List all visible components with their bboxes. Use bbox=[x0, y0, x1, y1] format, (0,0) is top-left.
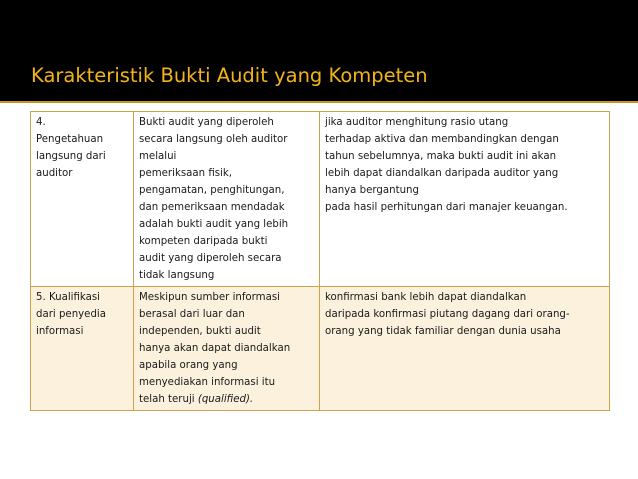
cell-line: 4. bbox=[36, 117, 46, 128]
cell-line: lebih dapat diandalkan daripada auditor yang bbox=[325, 168, 559, 179]
cell-line: pemeriksaan fisik, bbox=[139, 168, 233, 179]
cell-line: independen, bukti audit bbox=[139, 326, 261, 337]
cell-line: Pengetahuan bbox=[36, 134, 104, 145]
cell-line: 5. Kualifikasi bbox=[36, 292, 101, 303]
example-cell bbox=[320, 112, 610, 287]
cell-line: apabila orang yang bbox=[139, 360, 238, 371]
slide-header bbox=[0, 0, 638, 101]
slide-title: Karakteristik Bukti Audit yang Kompeten bbox=[31, 64, 428, 87]
cell-line: daripada konfirmasi piutang dagang dari orang- bbox=[325, 309, 570, 320]
cell-line: Meskipun sumber informasi bbox=[139, 292, 280, 303]
cell-line: konfirmasi bank lebih dapat diandalkan bbox=[325, 292, 527, 303]
cell-line: dari penyedia bbox=[36, 309, 106, 320]
example-cell bbox=[320, 287, 610, 411]
table-row bbox=[31, 287, 610, 411]
cell-line: kompeten daripada bukti bbox=[139, 236, 268, 247]
explanation-cell bbox=[134, 287, 320, 411]
cell-line bbox=[139, 391, 315, 408]
cell-line: auditor bbox=[36, 168, 73, 179]
cell-line: hanya bergantung bbox=[325, 185, 419, 196]
cell-line: orang yang tidak familiar dengan dunia usaha bbox=[325, 326, 561, 337]
cell-line: tidak langsung bbox=[139, 270, 215, 281]
cell-line: hanya akan dapat diandalkan bbox=[139, 343, 291, 354]
cell-line: secara langsung oleh auditor bbox=[139, 134, 288, 145]
cell-line: terhadap aktiva dan membandingkan dengan bbox=[325, 134, 559, 145]
cell-line: jika auditor menghitung rasio utang bbox=[325, 117, 509, 128]
cell-line: berasal dari luar dan bbox=[139, 309, 245, 320]
cell-line: langsung dari bbox=[36, 151, 106, 162]
cell-line: pada hasil perhitungan dari manajer keuangan. bbox=[325, 202, 568, 213]
cell-line: adalah bukti audit yang lebih bbox=[139, 219, 289, 230]
explanation-cell bbox=[134, 112, 320, 287]
table-row bbox=[31, 112, 610, 287]
cell-line: menyediakan informasi itu bbox=[139, 377, 276, 388]
evidence-table bbox=[30, 111, 610, 411]
cell-line: melalui bbox=[139, 151, 177, 162]
criterion-cell bbox=[31, 112, 134, 287]
header-divider bbox=[0, 101, 638, 103]
criterion-cell bbox=[31, 287, 134, 411]
italic-term: (qualified). bbox=[197, 394, 254, 405]
cell-line: dan pemeriksaan mendadak bbox=[139, 202, 285, 213]
cell-line: tahun sebelumnya, maka bukti audit ini akan bbox=[325, 151, 557, 162]
cell-line: audit yang diperoleh secara bbox=[139, 253, 282, 264]
cell-line: Bukti audit yang diperoleh bbox=[139, 117, 274, 128]
cell-text: telah teruji bbox=[139, 394, 198, 405]
cell-line: informasi bbox=[36, 326, 84, 337]
cell-line: pengamatan, penghitungan, bbox=[139, 185, 285, 196]
